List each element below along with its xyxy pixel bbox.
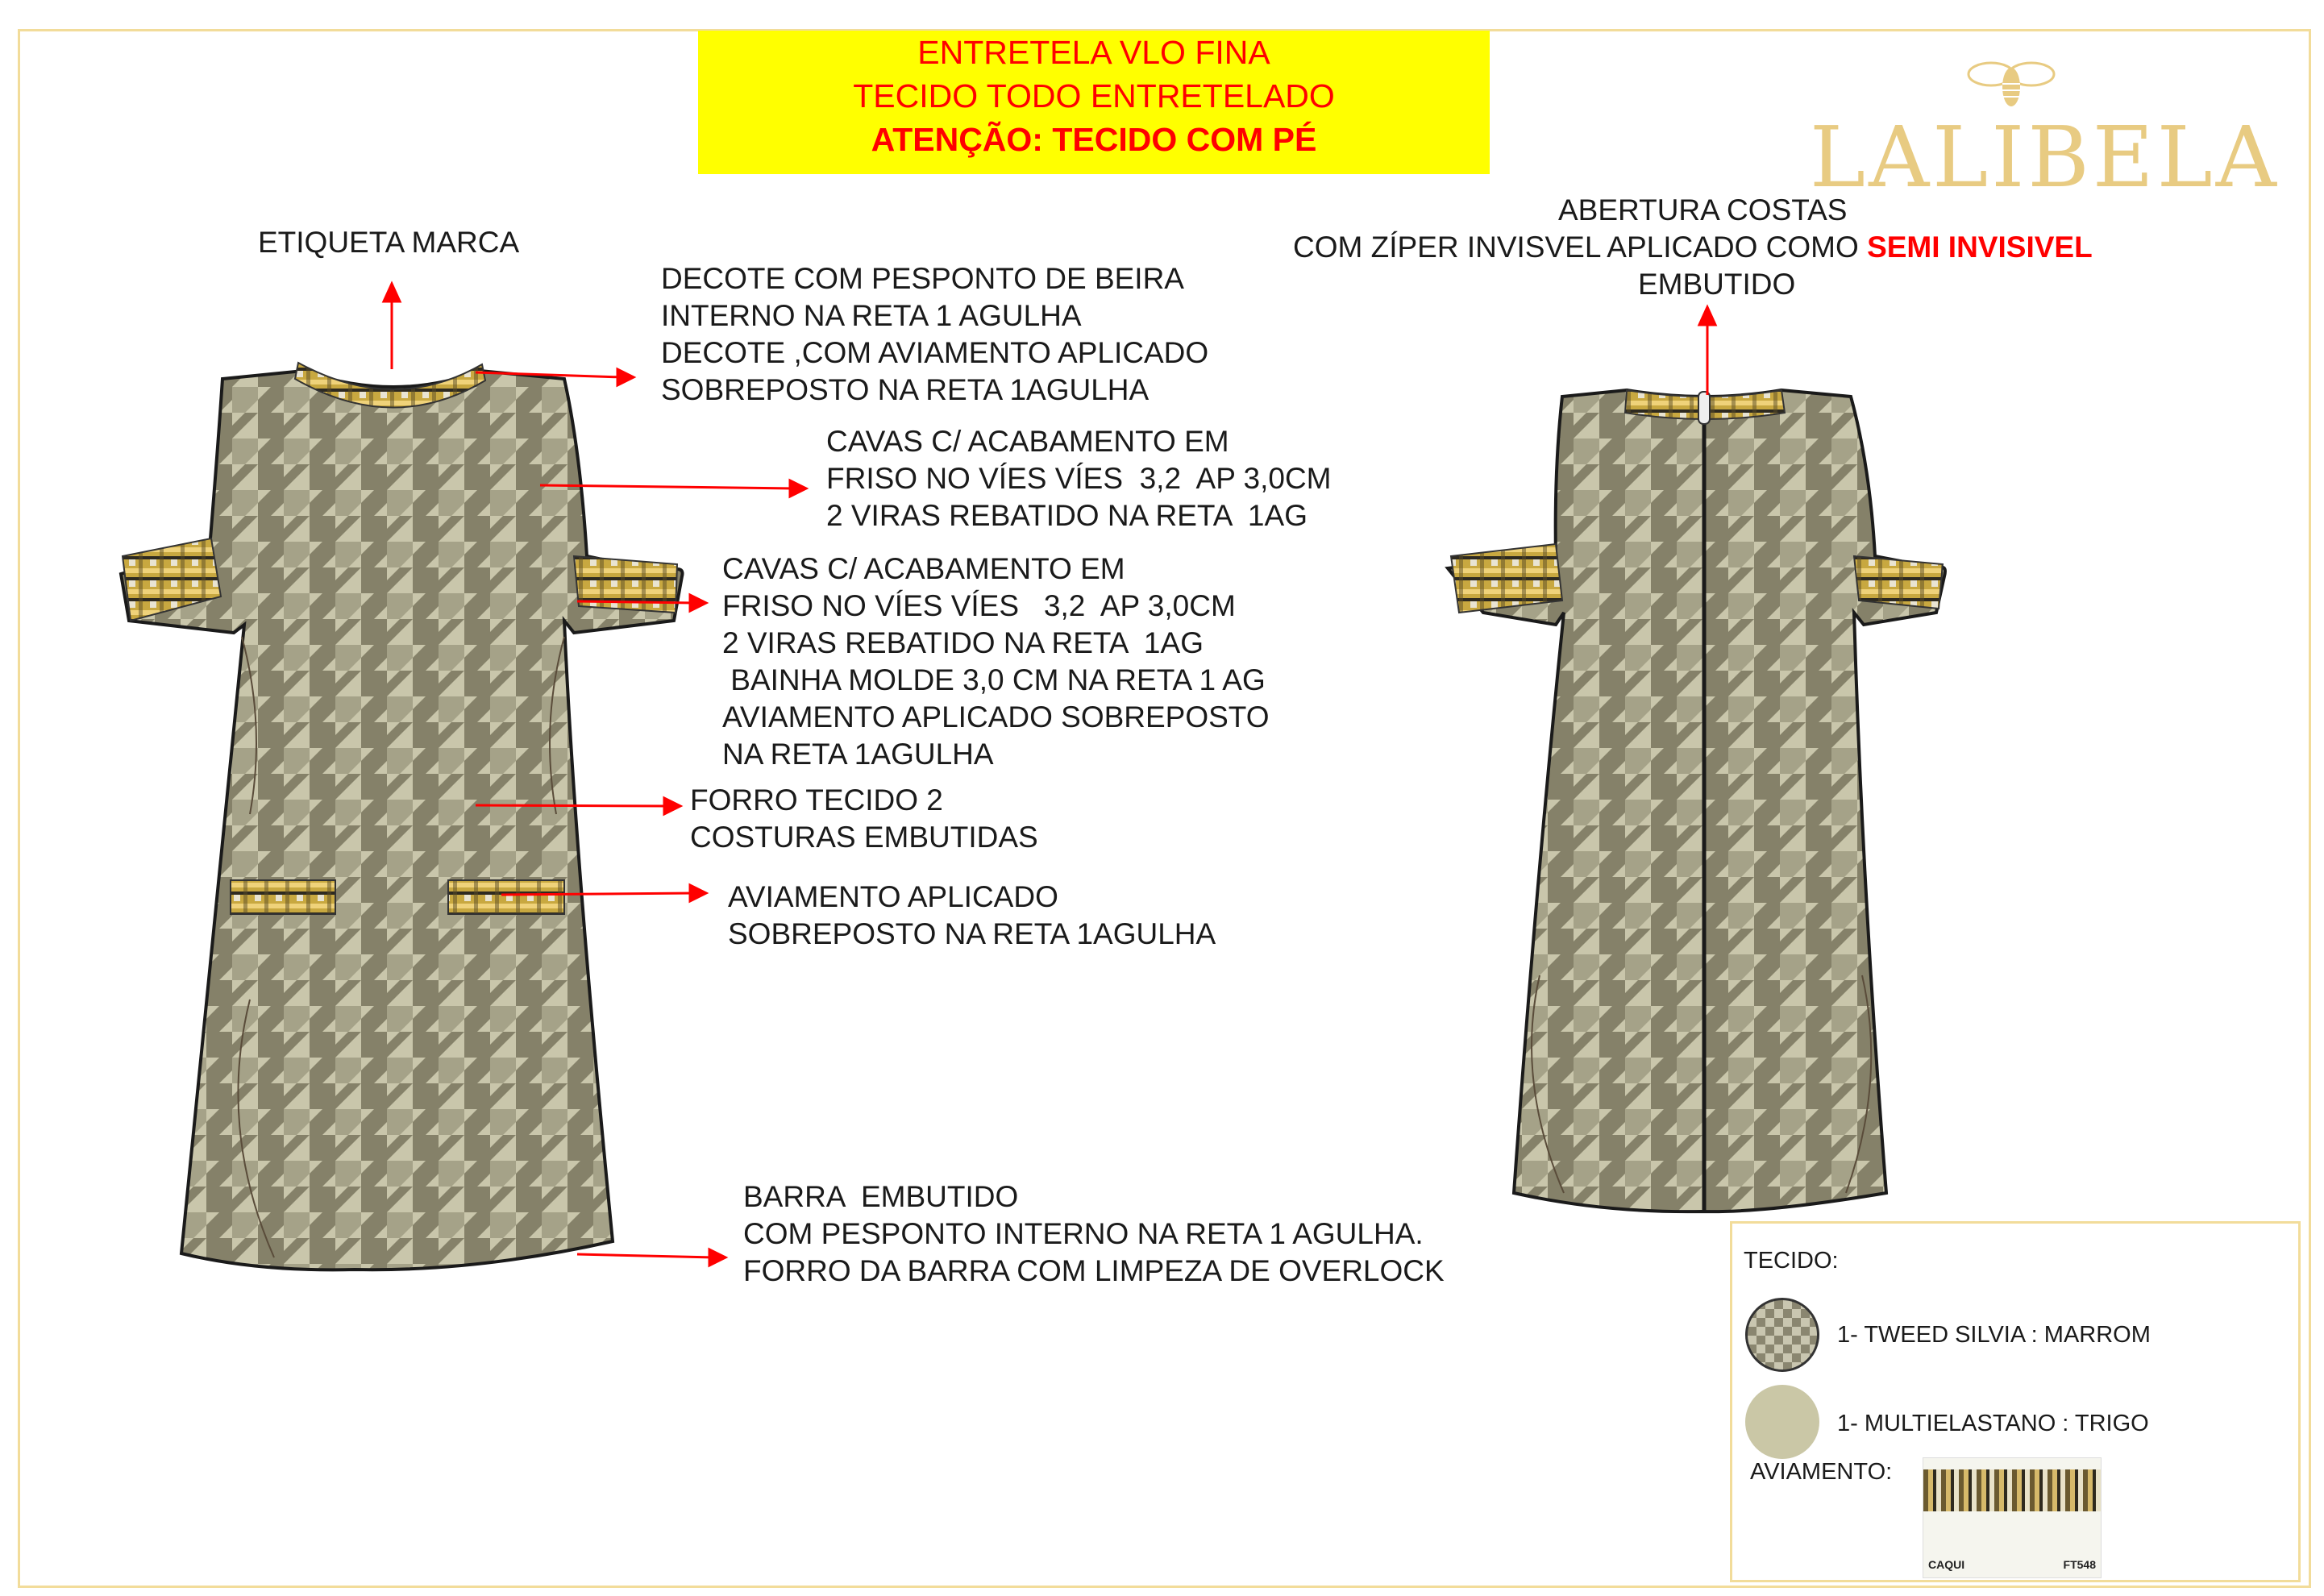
header-line-3: ATENÇÃO: TECIDO COM PÉ <box>871 121 1317 158</box>
legend-fabric-2: 1- MULTIELASTANO : TRIGO <box>1837 1411 2149 1436</box>
note-etiqueta: ETIQUETA MARCA <box>258 226 520 259</box>
note-barra: BARRA EMBUTIDO COM PESPONTO INTERNO NA RETA 1 AGULHA. FORRO DA BARRA COM LIMPEZA DE OVERLOCK <box>743 1180 1445 1287</box>
legend-fabric-1: 1- TWEED SILVIA : MARROM <box>1837 1322 2151 1348</box>
note-decote: DECOTE COM PESPONTO DE BEIRA INTERNO NA RETA 1 AGULHA DECOTE ,COM AVIAMENTO APLICADO SOBREPOSTO NA RETA 1AGULHA <box>661 262 1209 406</box>
note-abertura-text: COM ZÍPER INVISVEL APLICADO COMO <box>1293 231 1868 264</box>
trim-band <box>1923 1469 2101 1511</box>
back-dress <box>1448 390 1945 1212</box>
trim-label-right: FT548 <box>2063 1558 2096 1571</box>
note-abertura-line-2 <box>1293 229 2093 266</box>
fabric-swatch-tweed <box>1745 1298 1819 1372</box>
trim-sample-image <box>1923 1457 2102 1578</box>
header-line-1: ENTRETELA VLO FINA <box>917 34 1270 71</box>
note-cavas-2: CAVAS C/ ACABAMENTO EM FRISO NO VÍES VÍES 3,2 AP 3,0CM 2 VIRAS REBATIDO NA RETA 1AG BAINHA MOLDE 3,0 CM NA RETA 1 AG AVIAMENTO APLICADO SOBREPOSTO NA RETA 1AGULHA <box>722 552 1270 771</box>
note-abertura-highlight: SEMI INVISIVEL <box>1867 231 2093 264</box>
note-cavas-1: CAVAS C/ ACABAMENTO EM FRISO NO VÍES VÍES 3,2 AP 3,0CM 2 VIRAS REBATIDO NA RETA 1AG <box>826 425 1332 532</box>
trim-label-left: CAQUI <box>1928 1558 1965 1571</box>
header-line-2: TECIDO TODO ENTRETELADO <box>853 77 1335 114</box>
legend-aviamento-title: AVIAMENTO: <box>1750 1459 1893 1485</box>
note-forro: FORRO TECIDO 2 COSTURAS EMBUTIDAS <box>690 783 1038 854</box>
note-abertura-line-1: ABERTURA COSTAS <box>1558 193 1848 227</box>
legend-tecido-title: TECIDO: <box>1744 1248 1839 1274</box>
note-abertura-line-3: EMBUTIDO <box>1638 268 1796 301</box>
materials-legend <box>1730 1221 2301 1582</box>
brand-logo: LALIBELA <box>1810 108 2280 206</box>
note-aviamento: AVIAMENTO APLICADO SOBREPOSTO NA RETA 1AGULHA <box>728 880 1216 950</box>
fabric-swatch-multielastano <box>1745 1385 1819 1459</box>
front-dress <box>121 363 683 1270</box>
